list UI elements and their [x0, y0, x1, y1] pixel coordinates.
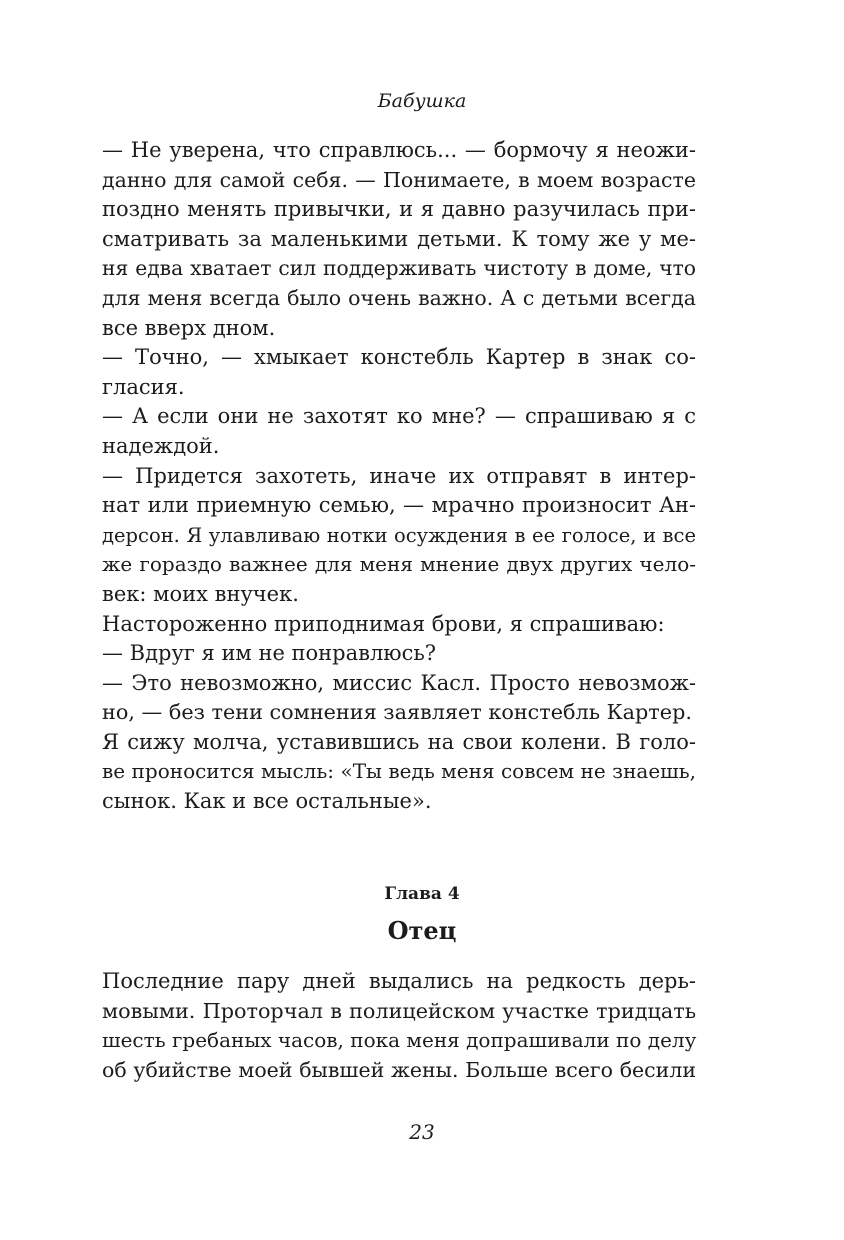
text-line: сматривать за маленькими детьми. К тому же у ме-	[102, 226, 696, 251]
text-line: Я сижу молча, уставившись на свои колени. В голо-	[102, 729, 696, 754]
text-line: надеждой.	[102, 433, 220, 458]
text-line: — А если они не захотят ко мне? — спрашиваю я с	[102, 404, 696, 429]
text-line: же гораздо важнее для меня мнение двух других чело-	[102, 552, 696, 577]
text-line: век: моих внучек.	[102, 581, 299, 606]
text-line: ня едва хватает сил поддерживать чистоту в доме, что	[102, 256, 696, 281]
text-line: — Это невозможно, миссис Касл. Просто невозмож-	[102, 670, 696, 695]
text-line: — Придется захотеть, иначе их отправят в интер-	[102, 463, 696, 488]
text-line: для меня всегда было очень важно. А с детьми всегда	[102, 285, 696, 310]
text-line: сынок. Как и все остальные».	[102, 789, 432, 814]
text-line: дерсон. Я улавливаю нотки осуждения в ее голосе, и все	[102, 523, 696, 547]
running-head: Бабушка	[377, 90, 467, 112]
text-line: ве проносится мысль: «Ты ведь меня совсем не знаешь,	[102, 759, 696, 784]
text-line: шесть гребаных часов, пока меня допрашивали по делу	[102, 1028, 697, 1053]
text-line: — Точно, — хмыкает констебль Картер в знак со-	[102, 345, 696, 370]
text-line: — Не уверена, что справлюсь... — бормочу я неожи-	[102, 138, 696, 162]
text-line: данно для самой себя. — Понимаете, в моем возрасте	[102, 167, 696, 192]
text-line: гласия.	[102, 374, 185, 399]
text-line: мовыми. Проторчал в полицейском участке тридцать	[102, 998, 696, 1023]
chapter-title: Отец	[387, 916, 457, 945]
text-line: но, — без тени сомнения заявляет констебль Картер.	[102, 700, 692, 725]
body-text-bottom	[102, 967, 696, 1085]
text-line: Последние пару дней выдались на редкость дерь-	[102, 969, 696, 993]
text-line: об убийстве моей бывшей жены. Больше всего бесили	[102, 1057, 696, 1082]
body-text-top	[102, 136, 696, 817]
text-line: все вверх дном.	[102, 315, 276, 340]
chapter-label: Глава 4	[384, 884, 460, 904]
text-line: поздно менять привычки, и я давно разучилась при-	[102, 197, 696, 222]
page-number: 23	[409, 1120, 435, 1144]
text-line: Настороженно приподнимая брови, я спрашиваю:	[102, 611, 665, 636]
text-line: нат или приемную семью, — мрачно произносит Ан-	[102, 493, 696, 518]
text-line: — Вдруг я им не понравлюсь?	[102, 641, 437, 666]
